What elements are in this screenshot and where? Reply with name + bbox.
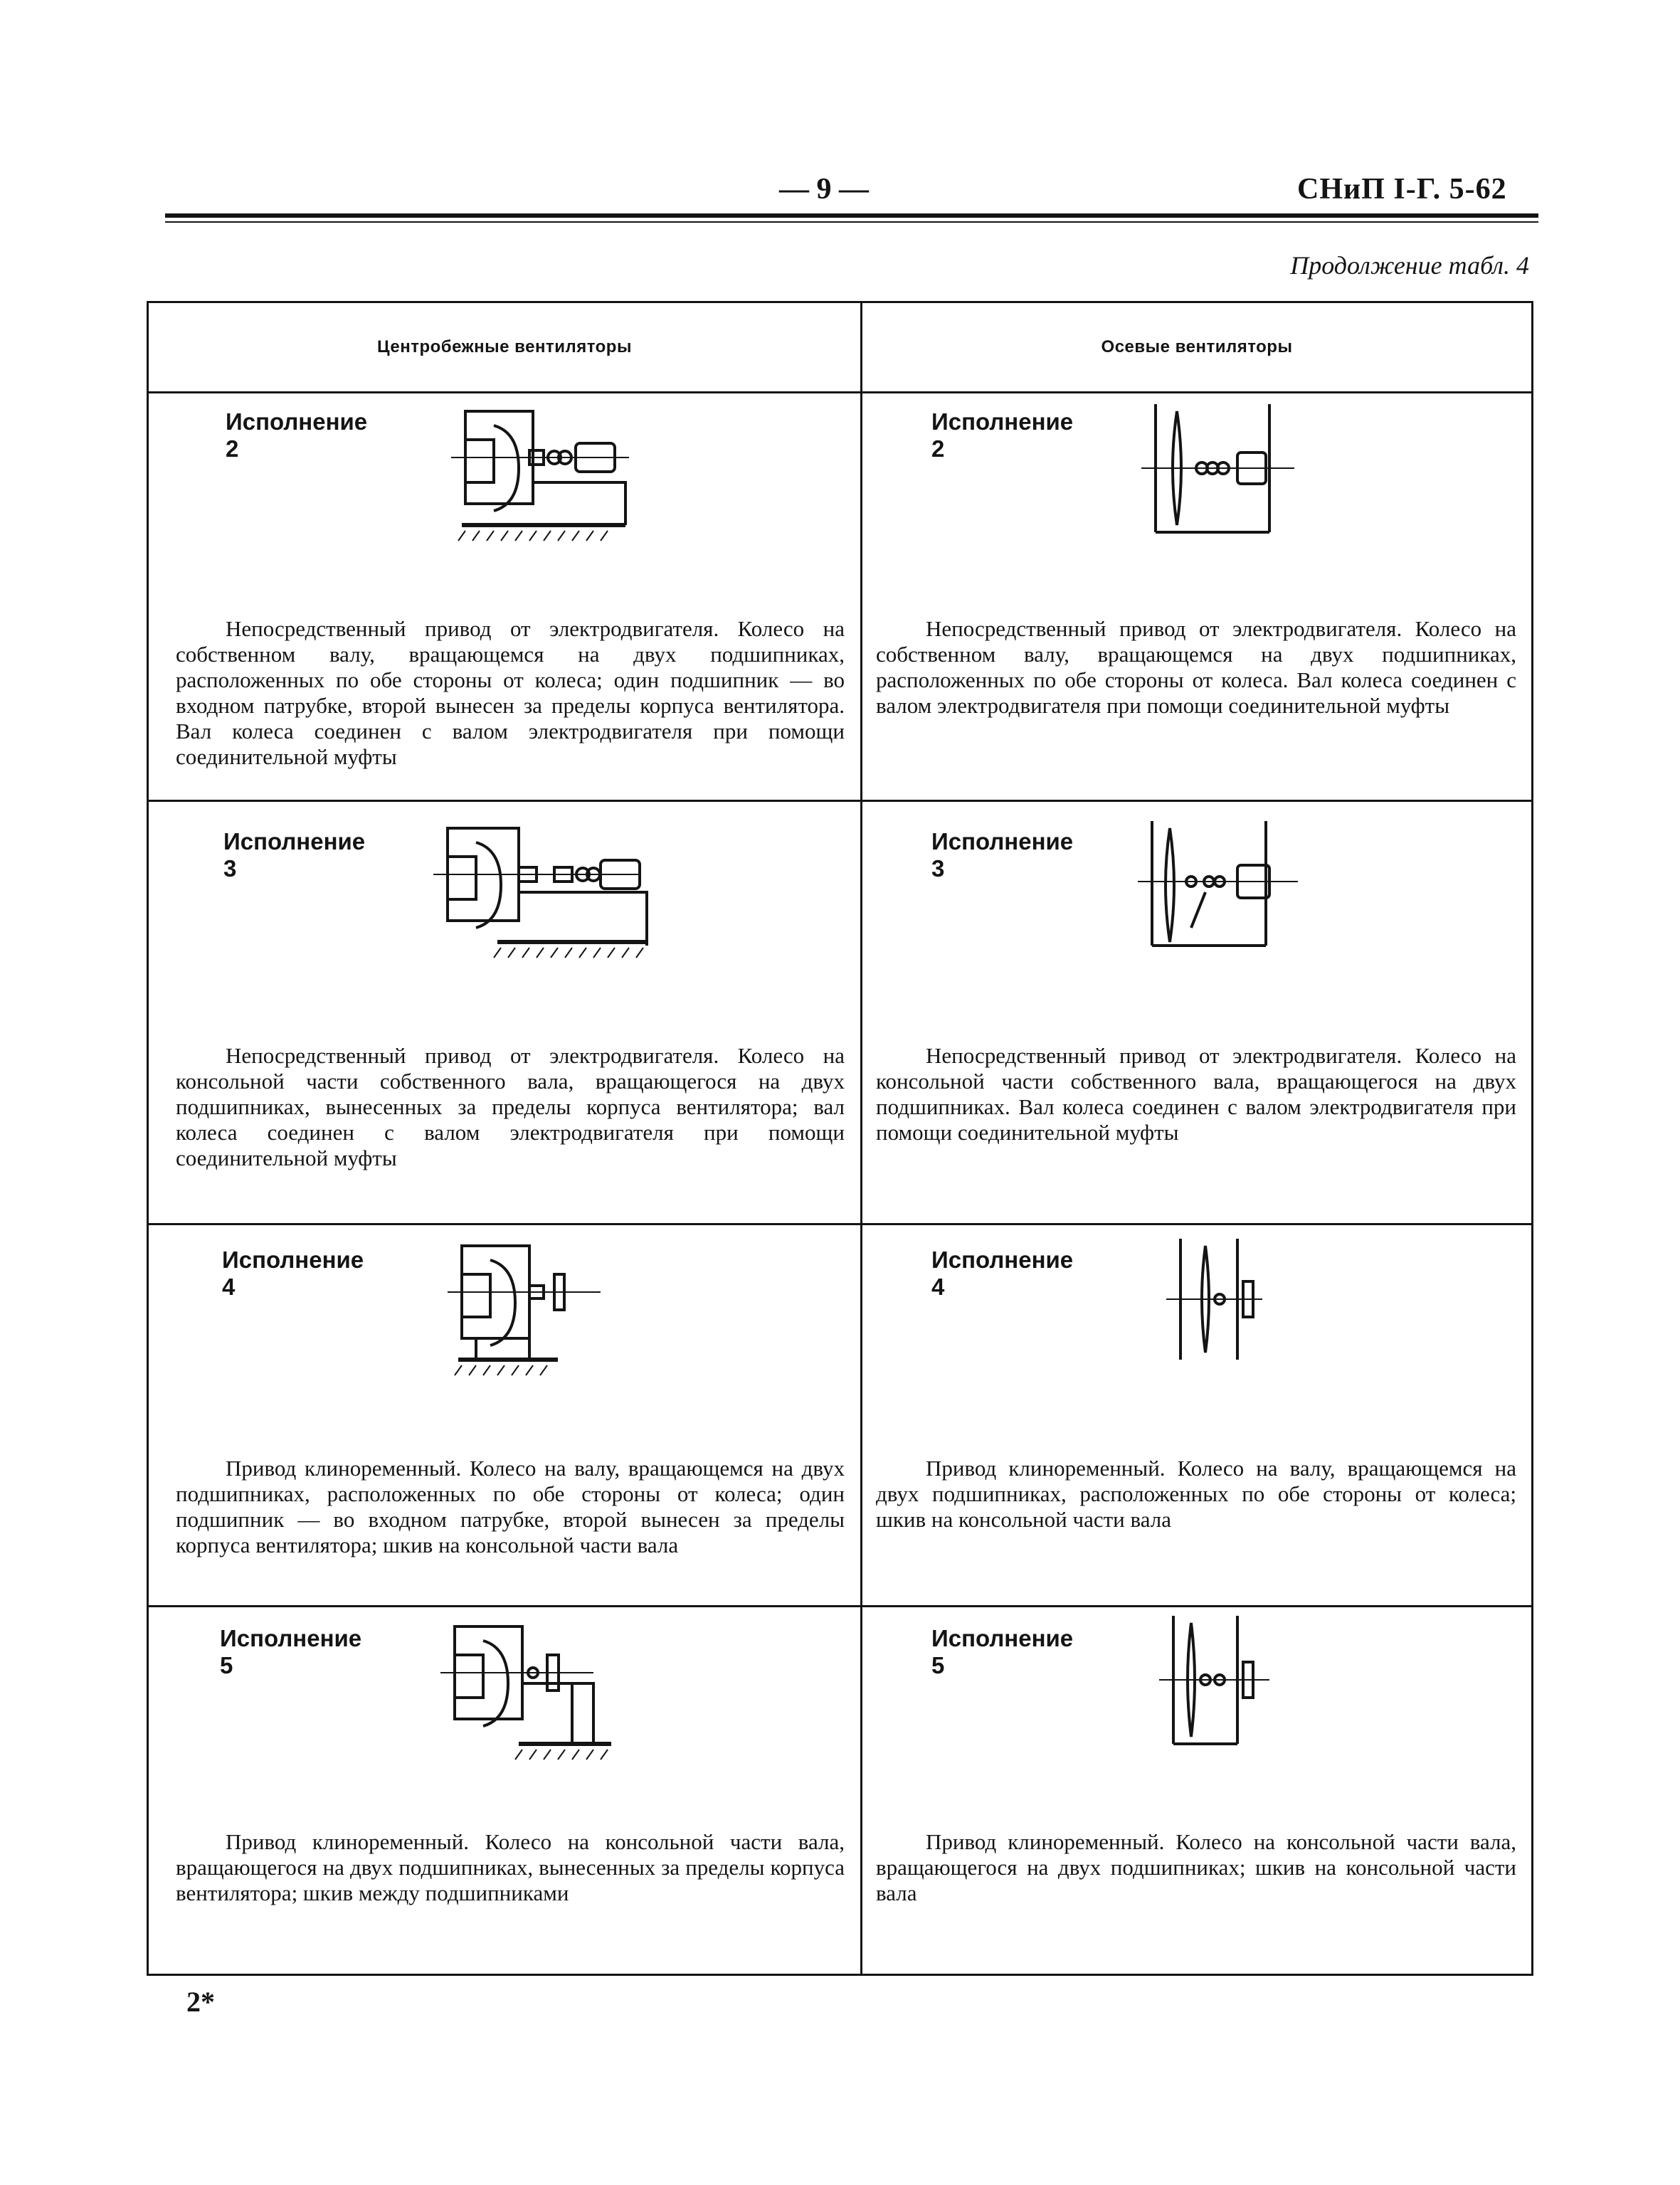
column-header-axial: Осевые вентиляторы <box>1101 337 1293 356</box>
page-number-header: — 9 — <box>779 173 869 206</box>
axial-fan-belt-drive-diagram-icon <box>1166 1232 1273 1367</box>
header-row-divider <box>149 391 1531 393</box>
variant-label: Исполнение 3 <box>931 828 1074 882</box>
description-text: Привод клиноременный. Колесо на валу, вращающемся на двух подшипниках, расположенных по обе стороны от колеса; шкив на консольной части вала <box>876 1456 1516 1532</box>
variant-label: Исполнение 4 <box>931 1247 1074 1300</box>
variant-label: Исполнение 4 <box>222 1247 364 1300</box>
document-code: СНиП I-Г. 5-62 <box>1297 173 1507 206</box>
axial-fan-belt-drive-cantilever-diagram-icon <box>1152 1609 1280 1751</box>
description-text: Непосредственный привод от электродвигателя. Колесо на собственном валу, вращающемся на двух подшипниках, расположенных по обе стороны от колеса. Вал колеса соединен с валом электродвигателя при помощи соединительной муфты <box>876 616 1516 718</box>
sheet-mark: 2* <box>186 1986 215 2018</box>
description-text: Непосредственный привод от электродвигателя. Колесо на консольной части собственного вала, вращающегося на двух подшипниках. Вал колеса соединен с валом электродвигателя при помощи соединительной муфты <box>876 1043 1516 1145</box>
centrifugal-fan-cantilever-coupling-diagram-icon <box>433 814 650 978</box>
table-caption: Продолжение табл. 4 <box>1290 251 1529 280</box>
centrifugal-fan-belt-drive-cantilever-diagram-icon <box>440 1612 611 1776</box>
description-text: Непосредственный привод от электродвигателя. Колесо на консольной части собственного вала, вращающегося на двух подшипниках, вынесенных за пределы корпуса вентилятора; вал колеса соединен с валом электродвигателя при помощи соединительной муфты <box>176 1043 845 1170</box>
axial-fan-direct-coupling-diagram-icon <box>1141 397 1298 539</box>
row-divider <box>149 1605 1531 1607</box>
description-text: Привод клиноременный. Колесо на валу, вращающемся на двух подшипниках, расположенных по обе стороны от колеса; один подшипник — во входном патрубке, второй вынесен за пределы корпуса вентилятора; шкив на консольной части вала <box>176 1456 845 1557</box>
header-rule-thin <box>165 221 1538 223</box>
fan-variants-table <box>147 301 1533 1976</box>
description-text: Непосредственный привод от электродвигателя. Колесо на собственном валу, вращающемся на двух подшипниках, расположенных по обе стороны от колеса; один подшипник — во входном патрубке, второй вынесен за пределы корпуса вентилятора. Вал колеса соединен с валом электродвигателя при помощи соединительной муфты <box>176 616 845 769</box>
variant-label: Исполнение 2 <box>931 408 1074 462</box>
centrifugal-fan-belt-drive-diagram-icon <box>448 1232 611 1388</box>
row-divider <box>149 800 1531 802</box>
description-text: Привод клиноременный. Колесо на консольной части вала, вращающегося на двух подшипниках; шкив на консольной части вала <box>876 1829 1516 1905</box>
header-rule <box>165 213 1538 218</box>
row-divider <box>149 1223 1531 1225</box>
variant-label: Исполнение 3 <box>223 828 366 882</box>
column-divider <box>860 303 862 1974</box>
variant-label: Исполнение 2 <box>226 408 368 462</box>
variant-label: Исполнение 5 <box>931 1625 1074 1678</box>
centrifugal-fan-direct-coupling-diagram-icon <box>451 397 636 557</box>
axial-fan-cantilever-coupling-diagram-icon <box>1138 814 1301 956</box>
description-text: Привод клиноременный. Колесо на консольной части вала, вращающегося на двух подшипниках, вынесенных за пределы корпуса вентилятора; шкив между подшипниками <box>176 1829 845 1905</box>
column-header-centrifugal: Центробежные вентиляторы <box>377 337 632 356</box>
variant-label: Исполнение 5 <box>220 1625 362 1678</box>
